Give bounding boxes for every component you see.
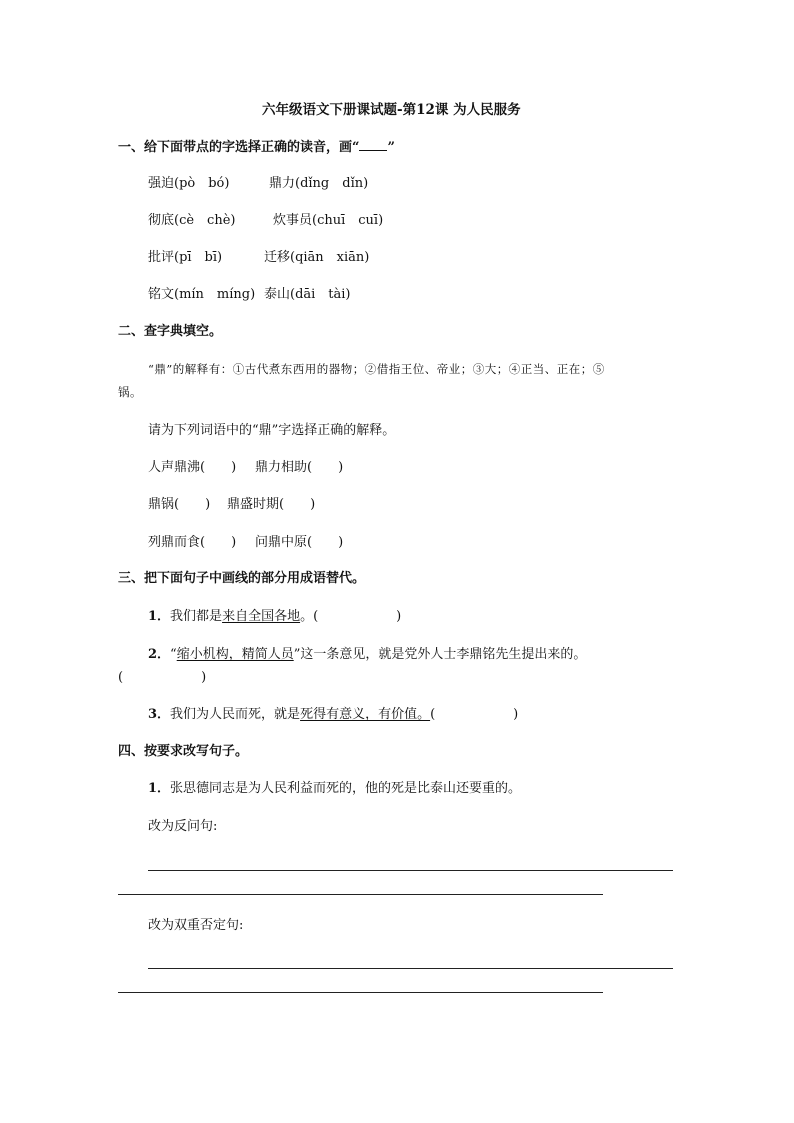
answer-line[interactable] xyxy=(148,870,673,871)
question-number: 1． xyxy=(148,609,171,624)
question-text: “ xyxy=(170,647,177,662)
question-3-3[interactable] xyxy=(148,707,518,723)
answer-line[interactable] xyxy=(118,992,603,993)
rewrite-prompt-double-negative: 改为双重否定句: xyxy=(148,918,244,933)
fill-item[interactable]: 列鼎而食( ) xyxy=(148,535,237,550)
fill-item[interactable]: 问鼎中原( ) xyxy=(255,535,344,550)
fill-item[interactable]: 鼎盛时期( ) xyxy=(227,497,316,512)
question-number: 3． xyxy=(148,707,171,722)
answer-line[interactable] xyxy=(118,894,603,895)
question-number: 2． xyxy=(148,647,171,662)
question-number: 1． xyxy=(148,781,171,796)
definition-line: “鼎”的解释有：①古代煮东西用的器物；②借指王位、帝业；③大；④正当、正在；⑤ xyxy=(148,362,605,376)
question-4-1 xyxy=(148,781,521,797)
question-text: 我们都是 xyxy=(170,609,223,624)
underlined-phrase: 死得有意义，有价值。 xyxy=(300,707,431,722)
question-3-1[interactable] xyxy=(148,609,401,625)
rewrite-prompt-rhetorical: 改为反问句: xyxy=(148,819,218,834)
pinyin-item[interactable]: 批评(pī bī) xyxy=(148,250,223,265)
pinyin-item[interactable]: 迁移(qiān xiān) xyxy=(264,250,370,265)
answer-blank[interactable]: ( ) xyxy=(430,707,519,722)
underline-sample xyxy=(359,138,387,151)
pinyin-item[interactable]: 铭文(mín míng) xyxy=(148,287,256,302)
answer-blank[interactable]: ( ) xyxy=(118,670,207,685)
section4-heading: 四、按要求改写句子。 xyxy=(118,744,249,759)
underlined-phrase: 来自全国各地 xyxy=(222,609,301,624)
pinyin-item[interactable]: 彻底(cè chè) xyxy=(148,213,236,228)
pinyin-item[interactable]: 鼎力(dǐng dǐn) xyxy=(269,176,369,191)
definition-line-cont: 锅。 xyxy=(118,385,142,399)
section3-heading: 三、把下面句子中画线的部分用成语替代。 xyxy=(118,571,366,586)
section1-heading xyxy=(118,138,395,156)
section1-heading-close: ” xyxy=(387,140,395,155)
pinyin-item[interactable]: 炊事员(chuī cuī) xyxy=(273,213,384,228)
question-text: 我们为人民而死，就是 xyxy=(170,707,301,722)
pinyin-item[interactable]: 强迫(pò bó) xyxy=(148,176,230,191)
answer-line[interactable] xyxy=(148,968,673,969)
section2-instruction: 请为下列词语中的“鼎”字选择正确的解释。 xyxy=(148,423,396,438)
pinyin-item[interactable]: 泰山(dāi tài) xyxy=(264,287,351,302)
fill-item[interactable]: 人声鼎沸( ) xyxy=(148,460,237,475)
underlined-phrase: 缩小机构，精简人员 xyxy=(176,647,294,662)
question-3-2[interactable] xyxy=(148,647,586,663)
question-text: ”这一条意见，就是党外人士李鼎铭先生提出来的。 xyxy=(293,647,587,662)
page-title: 六年级语文下册课试题-第12课 为人民服务 xyxy=(262,102,521,118)
fill-item[interactable]: 鼎力相助( ) xyxy=(255,460,344,475)
section1-heading-text: 一、给下面带点的字选择正确的读音，画“ xyxy=(118,140,360,155)
answer-blank[interactable]: 。( ) xyxy=(300,609,402,624)
question-text: 张思德同志是为人民利益而死的，他的死是比泰山还要重的。 xyxy=(170,781,522,796)
section2-heading: 二、查字典填空。 xyxy=(118,324,223,339)
fill-item[interactable]: 鼎锅( ) xyxy=(148,497,211,512)
